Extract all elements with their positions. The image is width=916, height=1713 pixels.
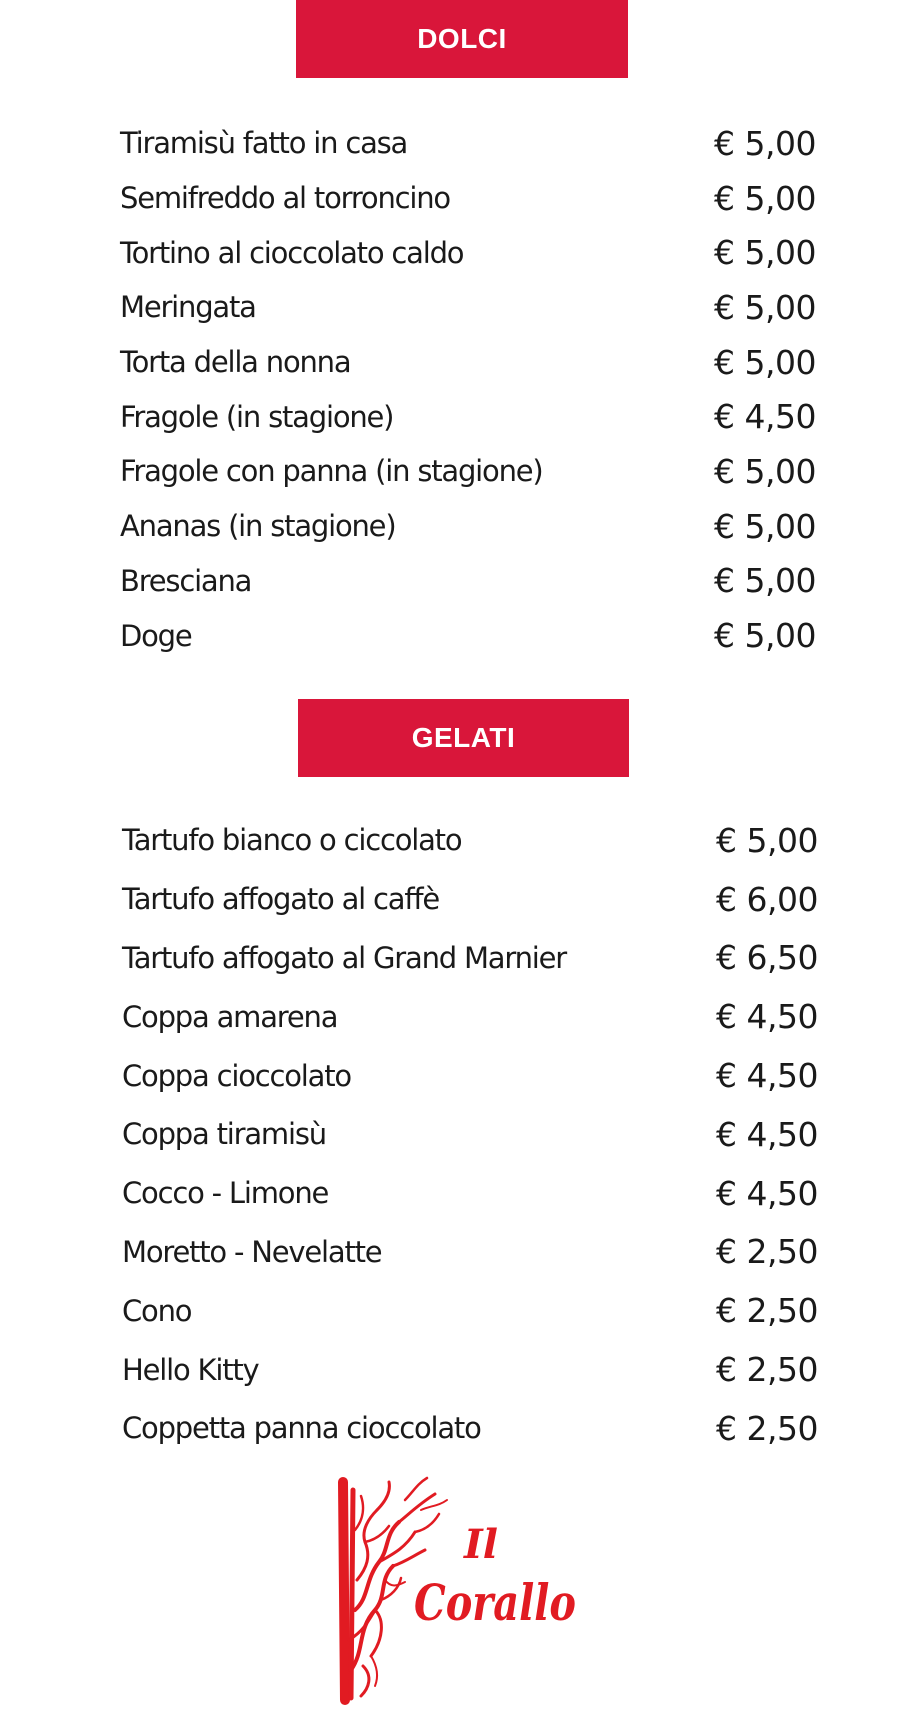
menu-item	[120, 116, 816, 171]
menu-item	[122, 1223, 818, 1282]
menu-item	[122, 1164, 818, 1223]
item-name: Tartufo bianco o ciccolato	[122, 823, 462, 858]
menu-item	[122, 987, 818, 1046]
item-price: € 5,00	[714, 178, 816, 218]
menu-item	[122, 1399, 818, 1458]
menu-item	[120, 608, 816, 663]
item-name: Coppa amarena	[122, 999, 338, 1034]
item-price: € 5,00	[716, 820, 818, 860]
menu-item	[120, 554, 816, 609]
item-name: Coppa tiramisù	[122, 1117, 326, 1152]
item-name: Tiramisù fatto in casa	[120, 126, 408, 161]
item-name: Tartufo affogato al caffè	[122, 882, 439, 917]
item-price: € 5,00	[714, 123, 816, 163]
dolci-title: DOLCI	[417, 23, 507, 54]
menu-item	[120, 389, 816, 444]
gelati-title: GELATI	[411, 722, 516, 753]
item-price: € 4,50	[716, 997, 818, 1037]
item-price: € 2,50	[716, 1408, 818, 1448]
il-corallo-logo	[335, 1470, 585, 1705]
item-name: Fragole con panna (in stagione)	[120, 454, 543, 489]
logo-line1: Il	[464, 1521, 498, 1568]
item-price: € 5,00	[714, 561, 816, 601]
menu-item	[122, 870, 818, 929]
menu-item	[120, 499, 816, 554]
item-price: € 2,50	[716, 1350, 818, 1390]
coral-branch-icon	[335, 1470, 585, 1705]
menu-item	[122, 1105, 818, 1164]
item-price: € 5,00	[714, 506, 816, 546]
item-name: Tortino al cioccolato caldo	[120, 235, 464, 270]
item-name: Fragole (in stagione)	[120, 399, 394, 434]
item-price: € 2,50	[716, 1291, 818, 1331]
gelati-section-header	[298, 699, 629, 777]
menu-item	[122, 929, 818, 988]
item-price: € 2,50	[716, 1232, 818, 1272]
item-name: Semifreddo al torroncino	[120, 181, 450, 216]
item-price: € 4,50	[716, 1173, 818, 1213]
menu-item	[122, 1281, 818, 1340]
item-price: € 5,00	[714, 342, 816, 382]
item-price: € 5,00	[714, 616, 816, 656]
item-name: Doge	[120, 618, 192, 653]
menu-item	[122, 1340, 818, 1399]
item-name: Moretto - Nevelatte	[122, 1234, 382, 1269]
menu-item	[120, 171, 816, 226]
item-name: Cono	[122, 1293, 192, 1328]
item-price: € 5,00	[714, 287, 816, 327]
menu-item	[120, 444, 816, 499]
item-price: € 4,50	[716, 1056, 818, 1096]
item-price: € 4,50	[714, 397, 816, 437]
menu-item	[122, 1046, 818, 1105]
gelati-menu-list	[122, 811, 818, 1458]
menu-item	[120, 225, 816, 280]
menu-item	[120, 280, 816, 335]
item-name: Ananas (in stagione)	[120, 509, 396, 544]
item-name: Bresciana	[120, 563, 252, 598]
item-price: € 6,00	[716, 879, 818, 919]
item-name: Coppetta panna cioccolato	[122, 1411, 481, 1446]
logo-line2: Corallo	[414, 1573, 576, 1632]
menu-item	[120, 335, 816, 390]
item-name: Hello Kitty	[122, 1352, 259, 1387]
item-price: € 5,00	[714, 233, 816, 273]
item-name: Meringata	[120, 290, 256, 325]
item-price: € 4,50	[716, 1114, 818, 1154]
dolci-section-header	[296, 0, 628, 78]
item-name: Torta della nonna	[120, 345, 351, 380]
menu-item	[122, 811, 818, 870]
item-name: Tartufo affogato al Grand Marnier	[122, 940, 566, 975]
item-price: € 5,00	[714, 451, 816, 491]
item-name: Coppa cioccolato	[122, 1058, 351, 1093]
item-name: Cocco - Limone	[122, 1176, 329, 1211]
item-price: € 6,50	[716, 938, 818, 978]
dolci-menu-list	[120, 116, 816, 663]
